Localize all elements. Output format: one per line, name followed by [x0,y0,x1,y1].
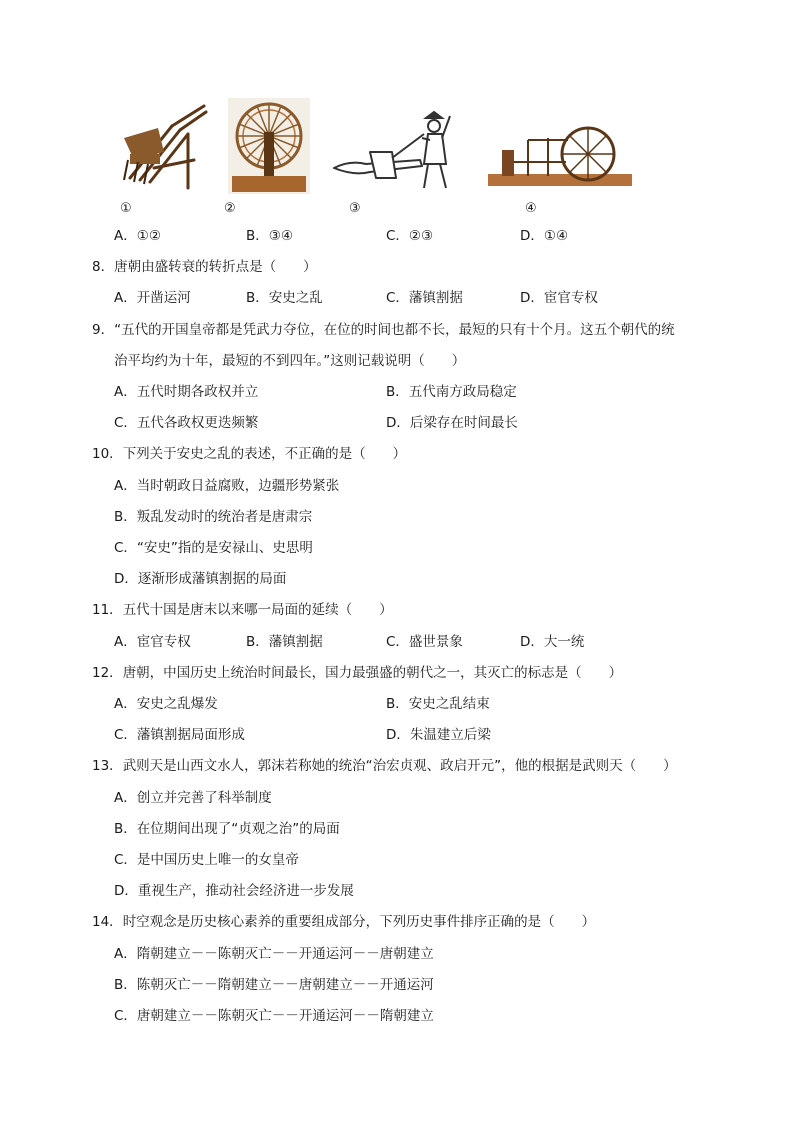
q10-stem: 10．下列关于安史之乱的表述，不正确的是（ ） [92,446,407,462]
q11-option-d[interactable]: D．大一统 [520,634,585,650]
q9-stem-line2: 治平均约为十年，最短的不到四年。”这则记载说明（ ） [114,353,466,369]
q13-option-d[interactable]: D．重视生产，推动社会经济进一步发展 [114,883,354,899]
q12-option-c[interactable]: C．藩镇割据局面形成 [114,727,245,743]
farmer-plowing-image [330,108,462,192]
q13-option-a[interactable]: A．创立并完善了科举制度 [114,790,272,806]
q9-option-a[interactable]: A．五代时期各政权并立 [114,384,259,400]
q9-option-c[interactable]: C．五代各政权更迭频繁 [114,415,259,431]
q11-option-b[interactable]: B．藩镇割据 [246,634,323,650]
q8-stem: 8．唐朝由盛转衰的转折点是（ ） [92,259,317,275]
q7-option-b[interactable]: B．③④ [246,228,293,244]
q8-option-c[interactable]: C．藩镇割据 [386,290,463,306]
q7-option-c[interactable]: C．②③ [386,228,434,244]
q12-option-d[interactable]: D．朱温建立后梁 [386,727,491,743]
q9-option-b[interactable]: B．五代南方政局稳定 [386,384,517,400]
q12-stem: 12．唐朝，中国历史上统治时间最长，国力最强盛的朝代之一，其灭亡的标志是（ ） [92,665,623,681]
q11-option-a[interactable]: A．宦官专权 [114,634,191,650]
curved-plow-image [114,98,210,190]
q11-stem: 11．五代十国是唐末以来哪一局面的延续（ ） [92,602,393,618]
q12-option-b[interactable]: B．安史之乱结束 [386,696,490,712]
q11-option-c[interactable]: C．盛世景象 [386,634,463,650]
image-label-4: ④ [525,201,537,216]
q8-option-b[interactable]: B．安史之乱 [246,290,323,306]
q7-option-d[interactable]: D．①④ [520,228,569,244]
q10-option-a[interactable]: A．当时朝政日益腐败，边疆形势紧张 [114,478,340,494]
q13-stem: 13．武则天是山西文水人，郭沫若称她的统治“治宏贞观、政启开元”，他的根据是武则天（ ） [92,758,677,774]
q12-option-a[interactable]: A．安史之乱爆发 [114,696,218,712]
q13-option-c[interactable]: C．是中国历史上唯一的女皇帝 [114,852,299,868]
waterwheel-image [228,98,310,194]
image-label-1: ① [120,201,132,216]
q14-option-c[interactable]: C．唐朝建立－－陈朝灭亡－－开通运河－－隋朝建立 [114,1008,434,1024]
q7-option-a[interactable]: A．①② [114,228,161,244]
image-label-2: ② [224,201,236,216]
q14-option-b[interactable]: B．陈朝灭亡－－隋朝建立－－唐朝建立－－开通运河 [114,977,434,993]
q10-option-d[interactable]: D．逐渐形成藩镇割据的局面 [114,571,287,587]
q8-option-a[interactable]: A．开凿运河 [114,290,191,306]
q9-option-d[interactable]: D．后梁存在时间最长 [386,415,518,431]
q13-option-b[interactable]: B．在位期间出现了“贞观之治”的局面 [114,821,340,837]
water-powered-loom-image [488,120,632,190]
image-label-3: ③ [349,201,361,216]
q14-stem: 14．时空观念是历史核心素养的重要组成部分，下列历史事件排序正确的是（ ） [92,914,596,930]
q14-option-a[interactable]: A．隋朝建立－－陈朝灭亡－－开通运河－－唐朝建立 [114,946,434,962]
q8-option-d[interactable]: D．宦官专权 [520,290,598,306]
q10-option-c[interactable]: C．“安史”指的是安禄山、史思明 [114,540,313,556]
q10-option-b[interactable]: B．叛乱发动时的统治者是唐肃宗 [114,509,313,525]
q9-stem-line1: 9．“五代的开国皇帝都是凭武力夺位，在位的时间也都不长，最短的只有十个月。这五个朝代的统 [92,322,675,338]
